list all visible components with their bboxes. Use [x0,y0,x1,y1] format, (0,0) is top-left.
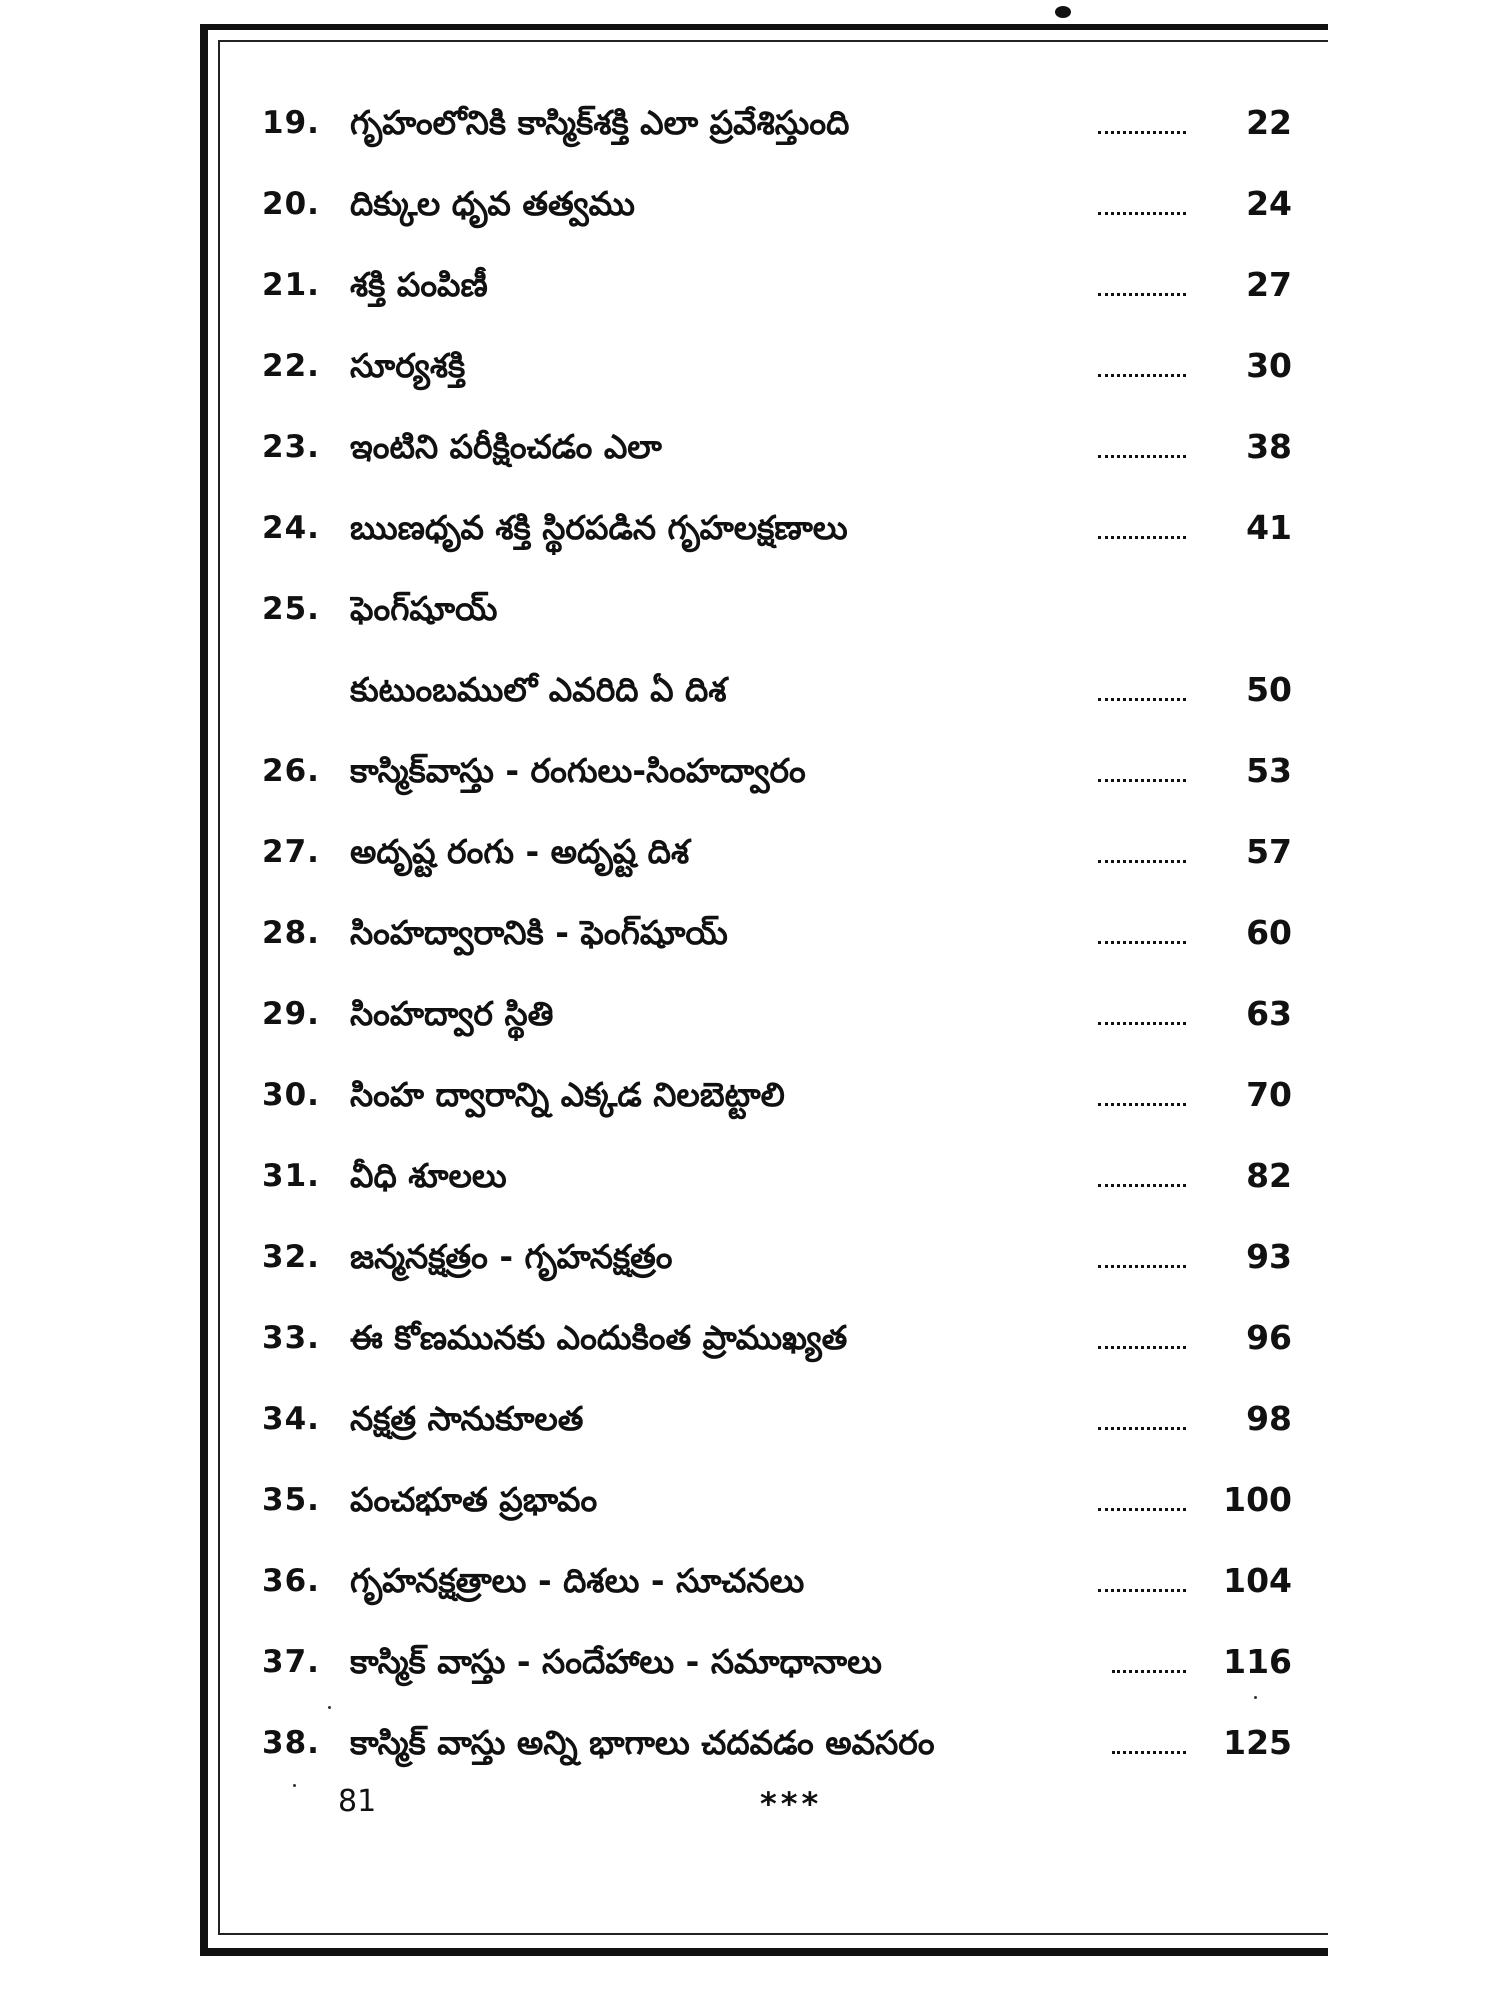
toc-entry [0,1227,1500,1287]
entry-page-number: 125 [1223,1723,1292,1762]
entry-page-number: 24 [1246,184,1292,223]
entry-page-number: 70 [1246,1075,1292,1114]
dot-leader [1098,779,1186,782]
entry-number: 36. [262,1563,320,1599]
toc-entry [0,984,1500,1044]
dot-leader [1098,1589,1186,1592]
entry-page-number: 38 [1246,427,1292,466]
entry-number: 22. [262,348,320,384]
toc-entry [0,1551,1500,1611]
toc-entry [0,174,1500,234]
entry-title: ఋణధృవ శక్తి స్థిరపడిన గృహలక్షణాలు [350,508,848,547]
dot-leader [1098,374,1186,377]
entry-page-number: 57 [1246,832,1292,871]
entry-page-number: 93 [1246,1237,1292,1276]
end-ornament: *** [760,1785,823,1823]
entry-title: కాస్మిక్ వాస్తు అన్ని భాగాలు చదవడం అవసరం [350,1723,935,1762]
entry-number: 26. [262,753,320,789]
entry-page-number: 82 [1246,1156,1292,1195]
scan-speck [328,1706,331,1709]
toc-entry [0,822,1500,882]
entry-page-number: 98 [1246,1399,1292,1438]
toc-entry [0,1713,1500,1773]
entry-page-number: 116 [1223,1642,1292,1681]
dot-leader [1098,1346,1186,1349]
page-right-margin [1328,20,1500,2000]
dot-leader [1098,455,1186,458]
entry-title: గృహనక్షత్రాలు - దిశలు - సూచనలు [350,1561,805,1600]
scan-speck [293,1784,296,1787]
entry-title: సింహద్వార స్థితి [350,994,554,1033]
entry-page-number: 100 [1223,1480,1292,1519]
dot-leader [1098,1022,1186,1025]
entry-title: దిక్కుల ధృవ తత్వము [350,184,635,223]
entry-title: సింహద్వారానికి - ఫెంగ్‌షూయ్ [350,913,728,952]
page-folio: 81 [338,1784,377,1819]
entry-number: 24. [262,510,320,546]
entry-title: ఇంటిని పరీక్షించడం ఎలా [350,427,662,466]
toc-entry [0,660,1500,720]
entry-title: సింహ ద్వారాన్ని ఎక్కడ నిలబెట్టాలి [350,1075,785,1114]
dot-leader [1098,860,1186,863]
dot-leader [1098,1265,1186,1268]
entry-page-number: 50 [1246,670,1292,709]
dot-leader [1098,698,1186,701]
entry-number: 23. [262,429,320,465]
toc-entry [0,1632,1500,1692]
toc-entry [0,498,1500,558]
entry-title: కుటుంబములో ఎవరిది ఏ దిశ [350,670,727,709]
entry-title: ఈ కోణమునకు ఎందుకింత ప్రాముఖ్యత [350,1318,848,1357]
entry-page-number: 63 [1246,994,1292,1033]
entry-title: నక్షత్ర సానుకూలత [350,1399,584,1438]
entry-title: అదృష్ట రంగు - అదృష్ట దిశ [350,832,690,871]
entry-page-number: 53 [1246,751,1292,790]
entry-title: కాస్మిక్ వాస్తు - సందేహాలు - సమాధానాలు [350,1642,882,1681]
entry-title: గృహంలోనికి కాస్మిక్‌శక్తి ఎలా ప్రవేశిస్తుంది [350,103,850,142]
entry-number: 25. [262,591,320,627]
dot-leader [1098,536,1186,539]
entry-number: 29. [262,996,320,1032]
entry-title: ఫెంగ్‌షూయ్ [350,589,498,628]
entry-title: వీధి శూలలు [350,1156,507,1195]
entry-title: జన్మనక్షత్రం - గృహనక్షత్రం [350,1237,673,1276]
toc-entry [0,1389,1500,1449]
dot-leader [1112,1670,1186,1673]
entry-page-number: 27 [1246,265,1292,304]
dot-leader [1112,1751,1186,1754]
entry-page-number: 104 [1223,1561,1292,1600]
entry-number: 33. [262,1320,320,1356]
entry-number: 32. [262,1239,320,1275]
entry-number: 20. [262,186,320,222]
toc-entry [0,336,1500,396]
entry-page-number: 41 [1246,508,1292,547]
entry-number: 35. [262,1482,320,1518]
toc-entry [0,741,1500,801]
entry-title: శక్తి పంపిణీ [350,265,488,304]
toc-entry [0,1065,1500,1125]
dot-leader [1098,212,1186,215]
dot-leader [1098,131,1186,134]
scan-speck [1254,1696,1257,1699]
dot-leader [1098,1508,1186,1511]
toc-entry [0,1308,1500,1368]
toc-entry [0,579,1500,639]
dot-leader [1098,1103,1186,1106]
entry-number: 37. [262,1644,320,1680]
dot-leader [1098,941,1186,944]
dot-leader [1098,1184,1186,1187]
entry-page-number: 96 [1246,1318,1292,1357]
dot-leader [1098,1427,1186,1430]
toc-entry [0,93,1500,153]
entry-title: కాస్మిక్‌వాస్తు - రంగులు-సింహద్వారం [350,751,806,790]
toc-entry [0,417,1500,477]
entry-page-number: 60 [1246,913,1292,952]
entry-number: 31. [262,1158,320,1194]
entry-number: 19. [262,105,320,141]
dot-leader [1098,293,1186,296]
entry-number: 38. [262,1725,320,1761]
toc-entry [0,255,1500,315]
entry-number: 34. [262,1401,320,1437]
toc-entry [0,1146,1500,1206]
entry-page-number: 30 [1246,346,1292,385]
toc-entry [0,1470,1500,1530]
entry-page-number: 22 [1246,103,1292,142]
entry-number: 21. [262,267,320,303]
entry-number: 30. [262,1077,320,1113]
entry-number: 28. [262,915,320,951]
entry-number: 27. [262,834,320,870]
entry-title: పంచభూత ప్రభావం [350,1480,598,1519]
entry-title: సూర్యశక్తి [350,346,466,385]
toc-entry [0,903,1500,963]
